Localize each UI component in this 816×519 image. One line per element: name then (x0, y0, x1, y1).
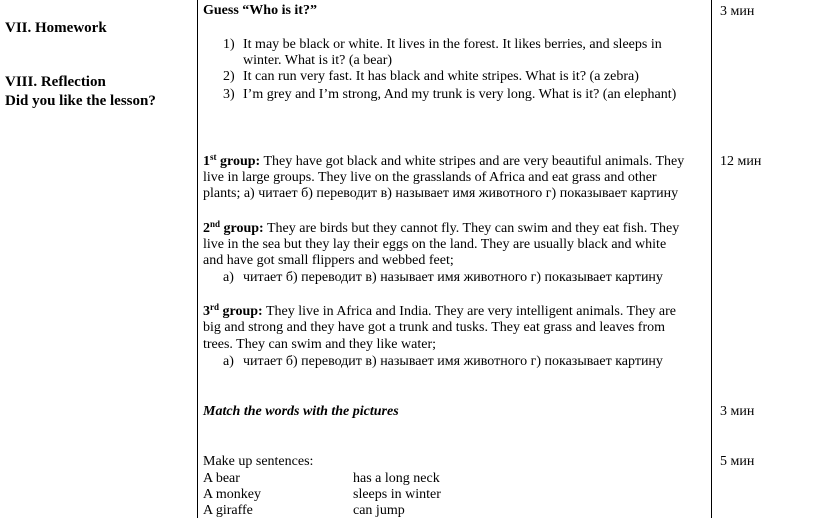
group-2-line-2: live in the sea but they lay their eggs on the land. They are usually black and white (203, 237, 667, 252)
group-1-line-2: live in large groups. They live on the grasslands of Africa and eat grass and other (203, 170, 657, 185)
group-3-label: group: (219, 304, 263, 319)
group-3-text-1: They live in Africa and India. They are very intelligent animals. They are (262, 304, 676, 319)
group-1-line-1 (203, 153, 684, 170)
riddle-2-line-1: It can run very fast. It has black and white stripes. What is it? (a zebra) (243, 69, 639, 84)
match-title: Match the words with the pictures (203, 404, 399, 419)
sentence-subject-2: A monkey (203, 487, 261, 502)
riddle-3-number: 3) (223, 87, 235, 102)
riddle-2-number: 2) (223, 69, 235, 84)
riddle-1-line-1: It may be black or white. It lives in the forest. It likes berries, and sleeps in (243, 37, 662, 52)
guess-title: Guess “Who is it?” (203, 3, 317, 18)
riddle-3-line-1: I’m grey and I’m strong, And my trunk is very long. What is it? (an elephant) (243, 87, 677, 102)
group-2-line-3: and have got small flippers and webbed feet; (203, 253, 454, 268)
group-3-line-3: trees. They can swim and they like water; (203, 337, 436, 352)
group-3-task: читает б) переводит в) называет имя животного г) показывает картину (243, 354, 663, 369)
group-2-text-1: They are birds but they cannot fly. They can swim and they eat fish. They (263, 221, 680, 236)
group-1-line-3: plants; а) читает б) переводит в) называет имя животного г) показывает картину (203, 186, 679, 201)
group-3-line-2: big and strong and they have got a trunk and tusks. They eat grass and leaves from (203, 320, 666, 335)
table-border-left (197, 0, 198, 518)
sentences-title: Make up sentences: (203, 454, 314, 469)
sentence-predicate-2: sleeps in winter (353, 487, 441, 502)
reflection-question: Did you like the lesson? (5, 93, 156, 109)
sentence-subject-3: A giraffe (203, 503, 253, 518)
sentences-time: 5 мин (720, 454, 755, 469)
group-2-number: 2 (203, 221, 210, 236)
group-2-line-1 (203, 220, 679, 237)
groups-time: 12 мин (720, 154, 762, 169)
group-1-suffix: st (210, 152, 217, 162)
group-3-line-1 (203, 303, 676, 320)
match-time: 3 мин (720, 404, 755, 419)
group-2-task-number: а) (223, 270, 234, 285)
table-border-middle (711, 0, 712, 518)
sentence-subject-1: A bear (203, 471, 240, 486)
group-2-label: group: (220, 221, 264, 236)
group-3-task-number: а) (223, 354, 234, 369)
group-3-number: 3 (203, 304, 210, 319)
guess-time: 3 мин (720, 4, 755, 19)
group-2-task: читает б) переводит в) называет имя животного г) показывает картину (243, 270, 663, 285)
riddle-1-line-2: winter. What is it? (a bear) (243, 53, 393, 68)
group-1-text-1: They have got black and white stripes and are very beautiful animals. They (260, 154, 685, 169)
sentence-predicate-3: can jump (353, 503, 405, 518)
homework-heading: VII. Homework (5, 20, 107, 36)
group-1-number: 1 (203, 154, 210, 169)
reflection-heading: VIII. Reflection (5, 74, 106, 90)
group-1-label: group: (216, 154, 261, 169)
sentence-predicate-1: has a long neck (353, 471, 440, 486)
group-2-suffix: nd (210, 219, 221, 229)
group-3-suffix: rd (210, 302, 219, 312)
riddle-1-number: 1) (223, 37, 235, 52)
